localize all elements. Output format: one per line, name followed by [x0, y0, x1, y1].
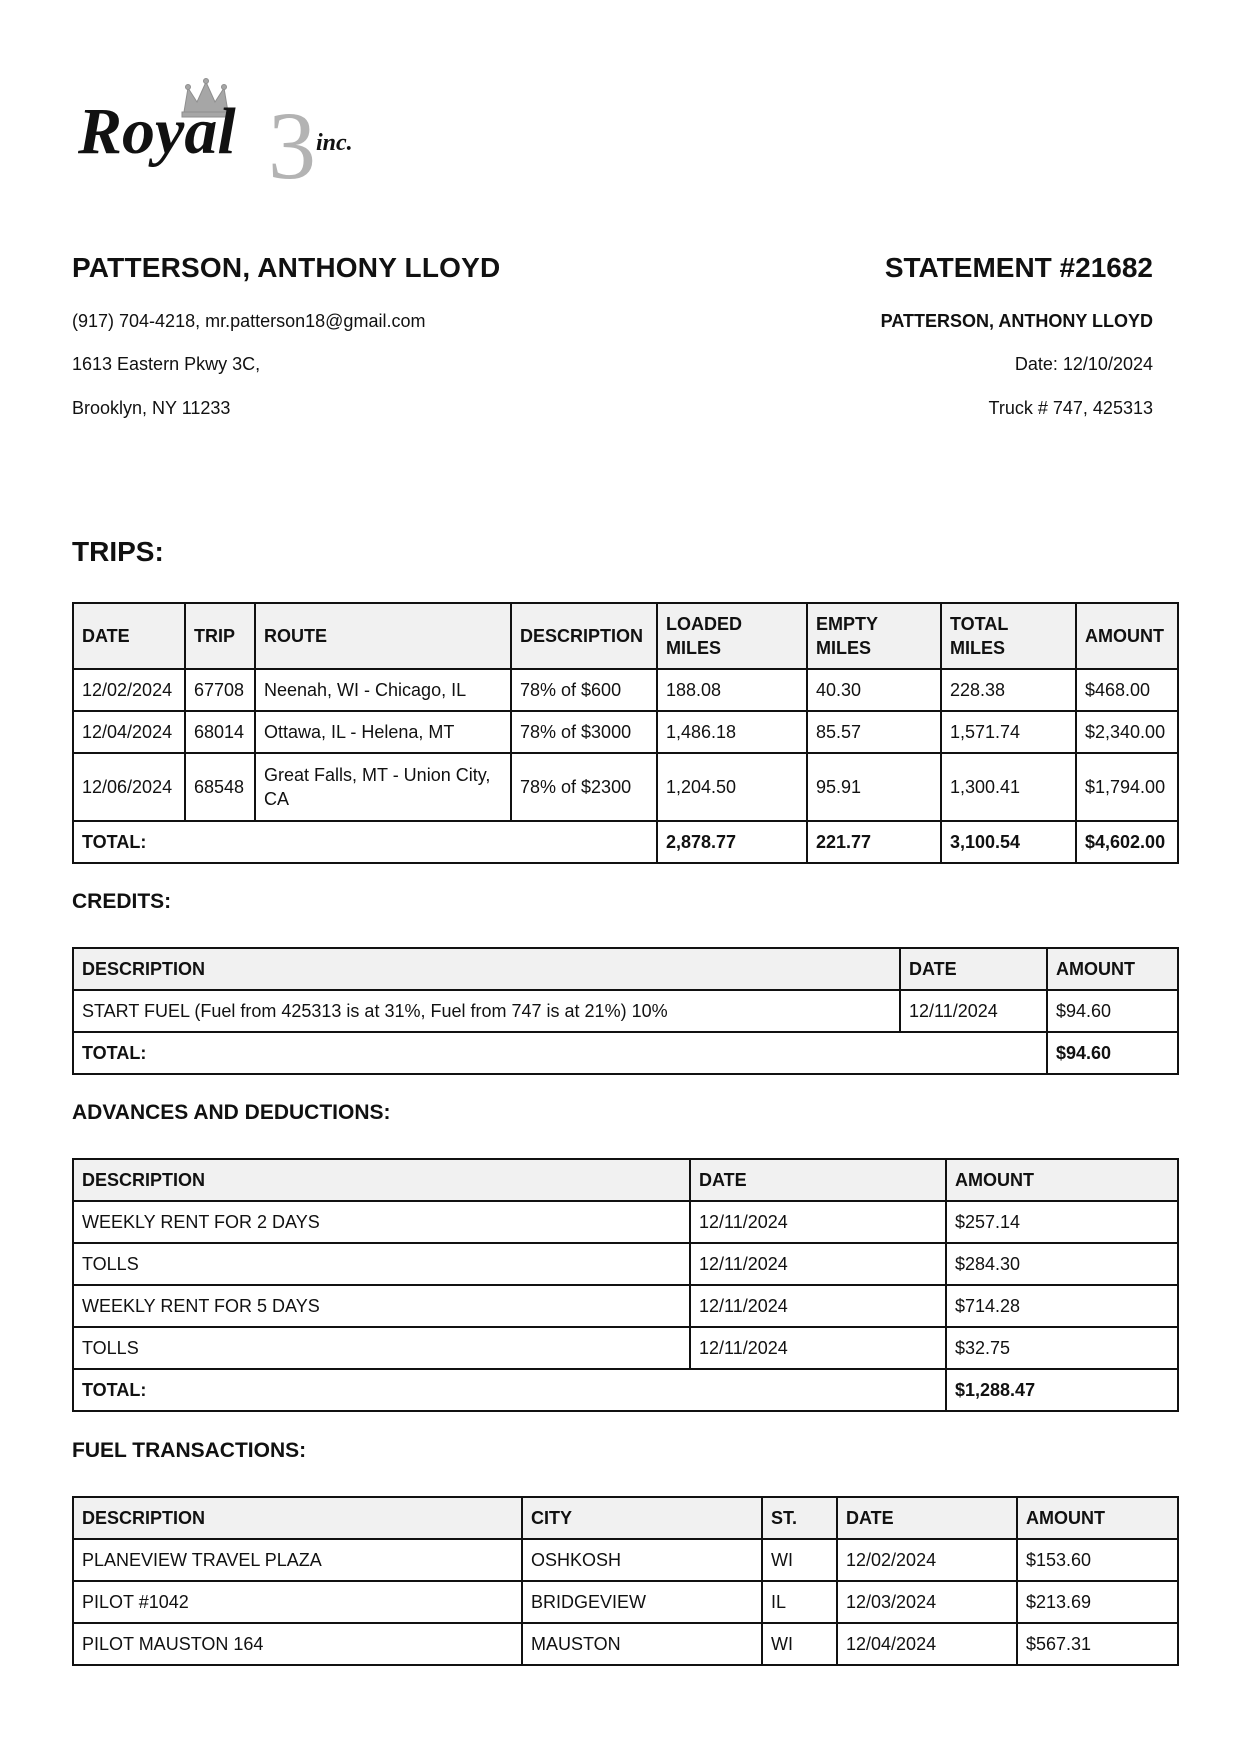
logo-numeral: 3 [268, 92, 316, 193]
trip-date: 12/06/2024 [73, 753, 185, 821]
total-amount: $94.60 [1047, 1032, 1178, 1074]
advance-date: 12/11/2024 [690, 1201, 946, 1243]
advances-heading: ADVANCES AND DEDUCTIONS: [72, 1101, 391, 1124]
driver-name: PATTERSON, ANTHONY LLOYD [72, 252, 501, 283]
total-amount: $1,288.47 [946, 1369, 1178, 1411]
advances-header-row [73, 1159, 1178, 1201]
fuel-amount: $153.60 [1017, 1539, 1178, 1581]
header-amount: AMOUNT [1017, 1497, 1178, 1539]
header-description: DESCRIPTION [73, 1159, 690, 1201]
advance-amount: $32.75 [946, 1327, 1178, 1369]
total-loaded-miles: 2,878.77 [657, 821, 807, 863]
trip-description: 78% of $2300 [511, 753, 657, 821]
fuel-state: WI [762, 1623, 837, 1665]
trip-total-miles: 1,571.74 [941, 711, 1076, 753]
advance-description: TOLLS [73, 1243, 690, 1285]
table-row [73, 1539, 1178, 1581]
table-row [73, 1327, 1178, 1369]
trip-empty-miles: 40.30 [807, 669, 941, 711]
statement-date: Date: 12/10/2024 [1014, 354, 1153, 374]
fuel-date: 12/04/2024 [837, 1623, 1017, 1665]
credit-date: 12/11/2024 [900, 990, 1047, 1032]
total-total-miles: 3,100.54 [941, 821, 1076, 863]
header-trip: TRIP [185, 603, 255, 669]
fuel-state: IL [762, 1581, 837, 1623]
table-row [73, 753, 1178, 821]
trips-total-row [73, 821, 1178, 863]
trip-description: 78% of $3000 [511, 711, 657, 753]
trip-empty-miles: 95.91 [807, 753, 941, 821]
trip-route: Great Falls, MT - Union City, CA [255, 753, 511, 821]
trip-date: 12/04/2024 [73, 711, 185, 753]
table-row [73, 990, 1178, 1032]
trip-total-miles: 228.38 [941, 669, 1076, 711]
header-date: DATE [837, 1497, 1017, 1539]
trip-route: Ottawa, IL - Helena, MT [255, 711, 511, 753]
total-empty-miles: 221.77 [807, 821, 941, 863]
logo-suffix: inc. [316, 130, 353, 156]
fuel-header-row [73, 1497, 1178, 1539]
header-date: DATE [73, 603, 185, 669]
trip-description: 78% of $600 [511, 669, 657, 711]
header-loaded-miles: LOADED MILES [657, 603, 807, 669]
trip-amount: $1,794.00 [1076, 753, 1178, 821]
fuel-heading: FUEL TRANSACTIONS: [72, 1439, 307, 1462]
driver-contact: (917) 704-4218, mr.patterson18@gmail.com [72, 311, 426, 331]
driver-address-line2: Brooklyn, NY 11233 [72, 398, 231, 418]
advance-description: WEEKLY RENT FOR 5 DAYS [73, 1285, 690, 1327]
header-state: ST. [762, 1497, 837, 1539]
header-amount: AMOUNT [946, 1159, 1178, 1201]
credits-header-row [73, 948, 1178, 990]
logo-script: Royal [78, 95, 236, 168]
trip-loaded-miles: 188.08 [657, 669, 807, 711]
header-city: CITY [522, 1497, 762, 1539]
table-row [73, 1201, 1178, 1243]
header-description: DESCRIPTION [73, 1497, 522, 1539]
fuel-date: 12/03/2024 [837, 1581, 1017, 1623]
advances-total-row [73, 1369, 1178, 1411]
table-row [73, 1581, 1178, 1623]
fuel-table [72, 1496, 1179, 1666]
header-total-miles: TOTAL MILES [941, 603, 1076, 669]
total-label: TOTAL: [73, 1369, 946, 1411]
total-label: TOTAL: [73, 821, 657, 863]
fuel-city: BRIDGEVIEW [522, 1581, 762, 1623]
trip-number: 68014 [185, 711, 255, 753]
advance-amount: $257.14 [946, 1201, 1178, 1243]
credits-table [72, 947, 1179, 1075]
header-amount: AMOUNT [1076, 603, 1178, 669]
advance-date: 12/11/2024 [690, 1243, 946, 1285]
advances-table [72, 1158, 1179, 1412]
statement-truck: Truck # 747, 425313 [988, 398, 1153, 418]
company-logo [78, 78, 398, 193]
trip-amount: $2,340.00 [1076, 711, 1178, 753]
credit-amount: $94.60 [1047, 990, 1178, 1032]
driver-address-line1: 1613 Eastern Pkwy 3C, [72, 354, 261, 374]
trip-route: Neenah, WI - Chicago, IL [255, 669, 511, 711]
trips-heading: TRIPS: [72, 536, 164, 567]
advance-description: TOLLS [73, 1327, 690, 1369]
trip-loaded-miles: 1,204.50 [657, 753, 807, 821]
advance-date: 12/11/2024 [690, 1327, 946, 1369]
fuel-date: 12/02/2024 [837, 1539, 1017, 1581]
credit-description: START FUEL (Fuel from 425313 is at 31%, Fuel from 747 is at 21%) 10% [73, 990, 900, 1032]
statement-title: STATEMENT #21682 [884, 252, 1153, 283]
total-amount: $4,602.00 [1076, 821, 1178, 863]
header-date: DATE [900, 948, 1047, 990]
advance-amount: $714.28 [946, 1285, 1178, 1327]
header-date: DATE [690, 1159, 946, 1201]
trip-number: 68548 [185, 753, 255, 821]
trip-amount: $468.00 [1076, 669, 1178, 711]
header-description: DESCRIPTION [73, 948, 900, 990]
credits-total-row [73, 1032, 1178, 1074]
table-row [73, 1623, 1178, 1665]
trip-number: 67708 [185, 669, 255, 711]
advance-amount: $284.30 [946, 1243, 1178, 1285]
trip-total-miles: 1,300.41 [941, 753, 1076, 821]
trips-table [72, 602, 1179, 864]
table-row [73, 1243, 1178, 1285]
fuel-amount: $567.31 [1017, 1623, 1178, 1665]
table-row [73, 1285, 1178, 1327]
header-empty-miles: EMPTY MILES [807, 603, 941, 669]
fuel-city: OSHKOSH [522, 1539, 762, 1581]
trip-date: 12/02/2024 [73, 669, 185, 711]
credits-heading: CREDITS: [72, 890, 172, 913]
trip-empty-miles: 85.57 [807, 711, 941, 753]
fuel-amount: $213.69 [1017, 1581, 1178, 1623]
trips-header-row [73, 603, 1178, 669]
table-row [73, 711, 1178, 753]
total-label: TOTAL: [73, 1032, 1047, 1074]
header-amount: AMOUNT [1047, 948, 1178, 990]
fuel-description: PILOT #1042 [73, 1581, 522, 1623]
fuel-description: PLANEVIEW TRAVEL PLAZA [73, 1539, 522, 1581]
advance-date: 12/11/2024 [690, 1285, 946, 1327]
fuel-state: WI [762, 1539, 837, 1581]
trip-loaded-miles: 1,486.18 [657, 711, 807, 753]
fuel-city: MAUSTON [522, 1623, 762, 1665]
statement-name: PATTERSON, ANTHONY LLOYD [880, 311, 1153, 331]
fuel-description: PILOT MAUSTON 164 [73, 1623, 522, 1665]
advance-description: WEEKLY RENT FOR 2 DAYS [73, 1201, 690, 1243]
table-row [73, 669, 1178, 711]
header-description: DESCRIPTION [511, 603, 657, 669]
header-route: ROUTE [255, 603, 511, 669]
